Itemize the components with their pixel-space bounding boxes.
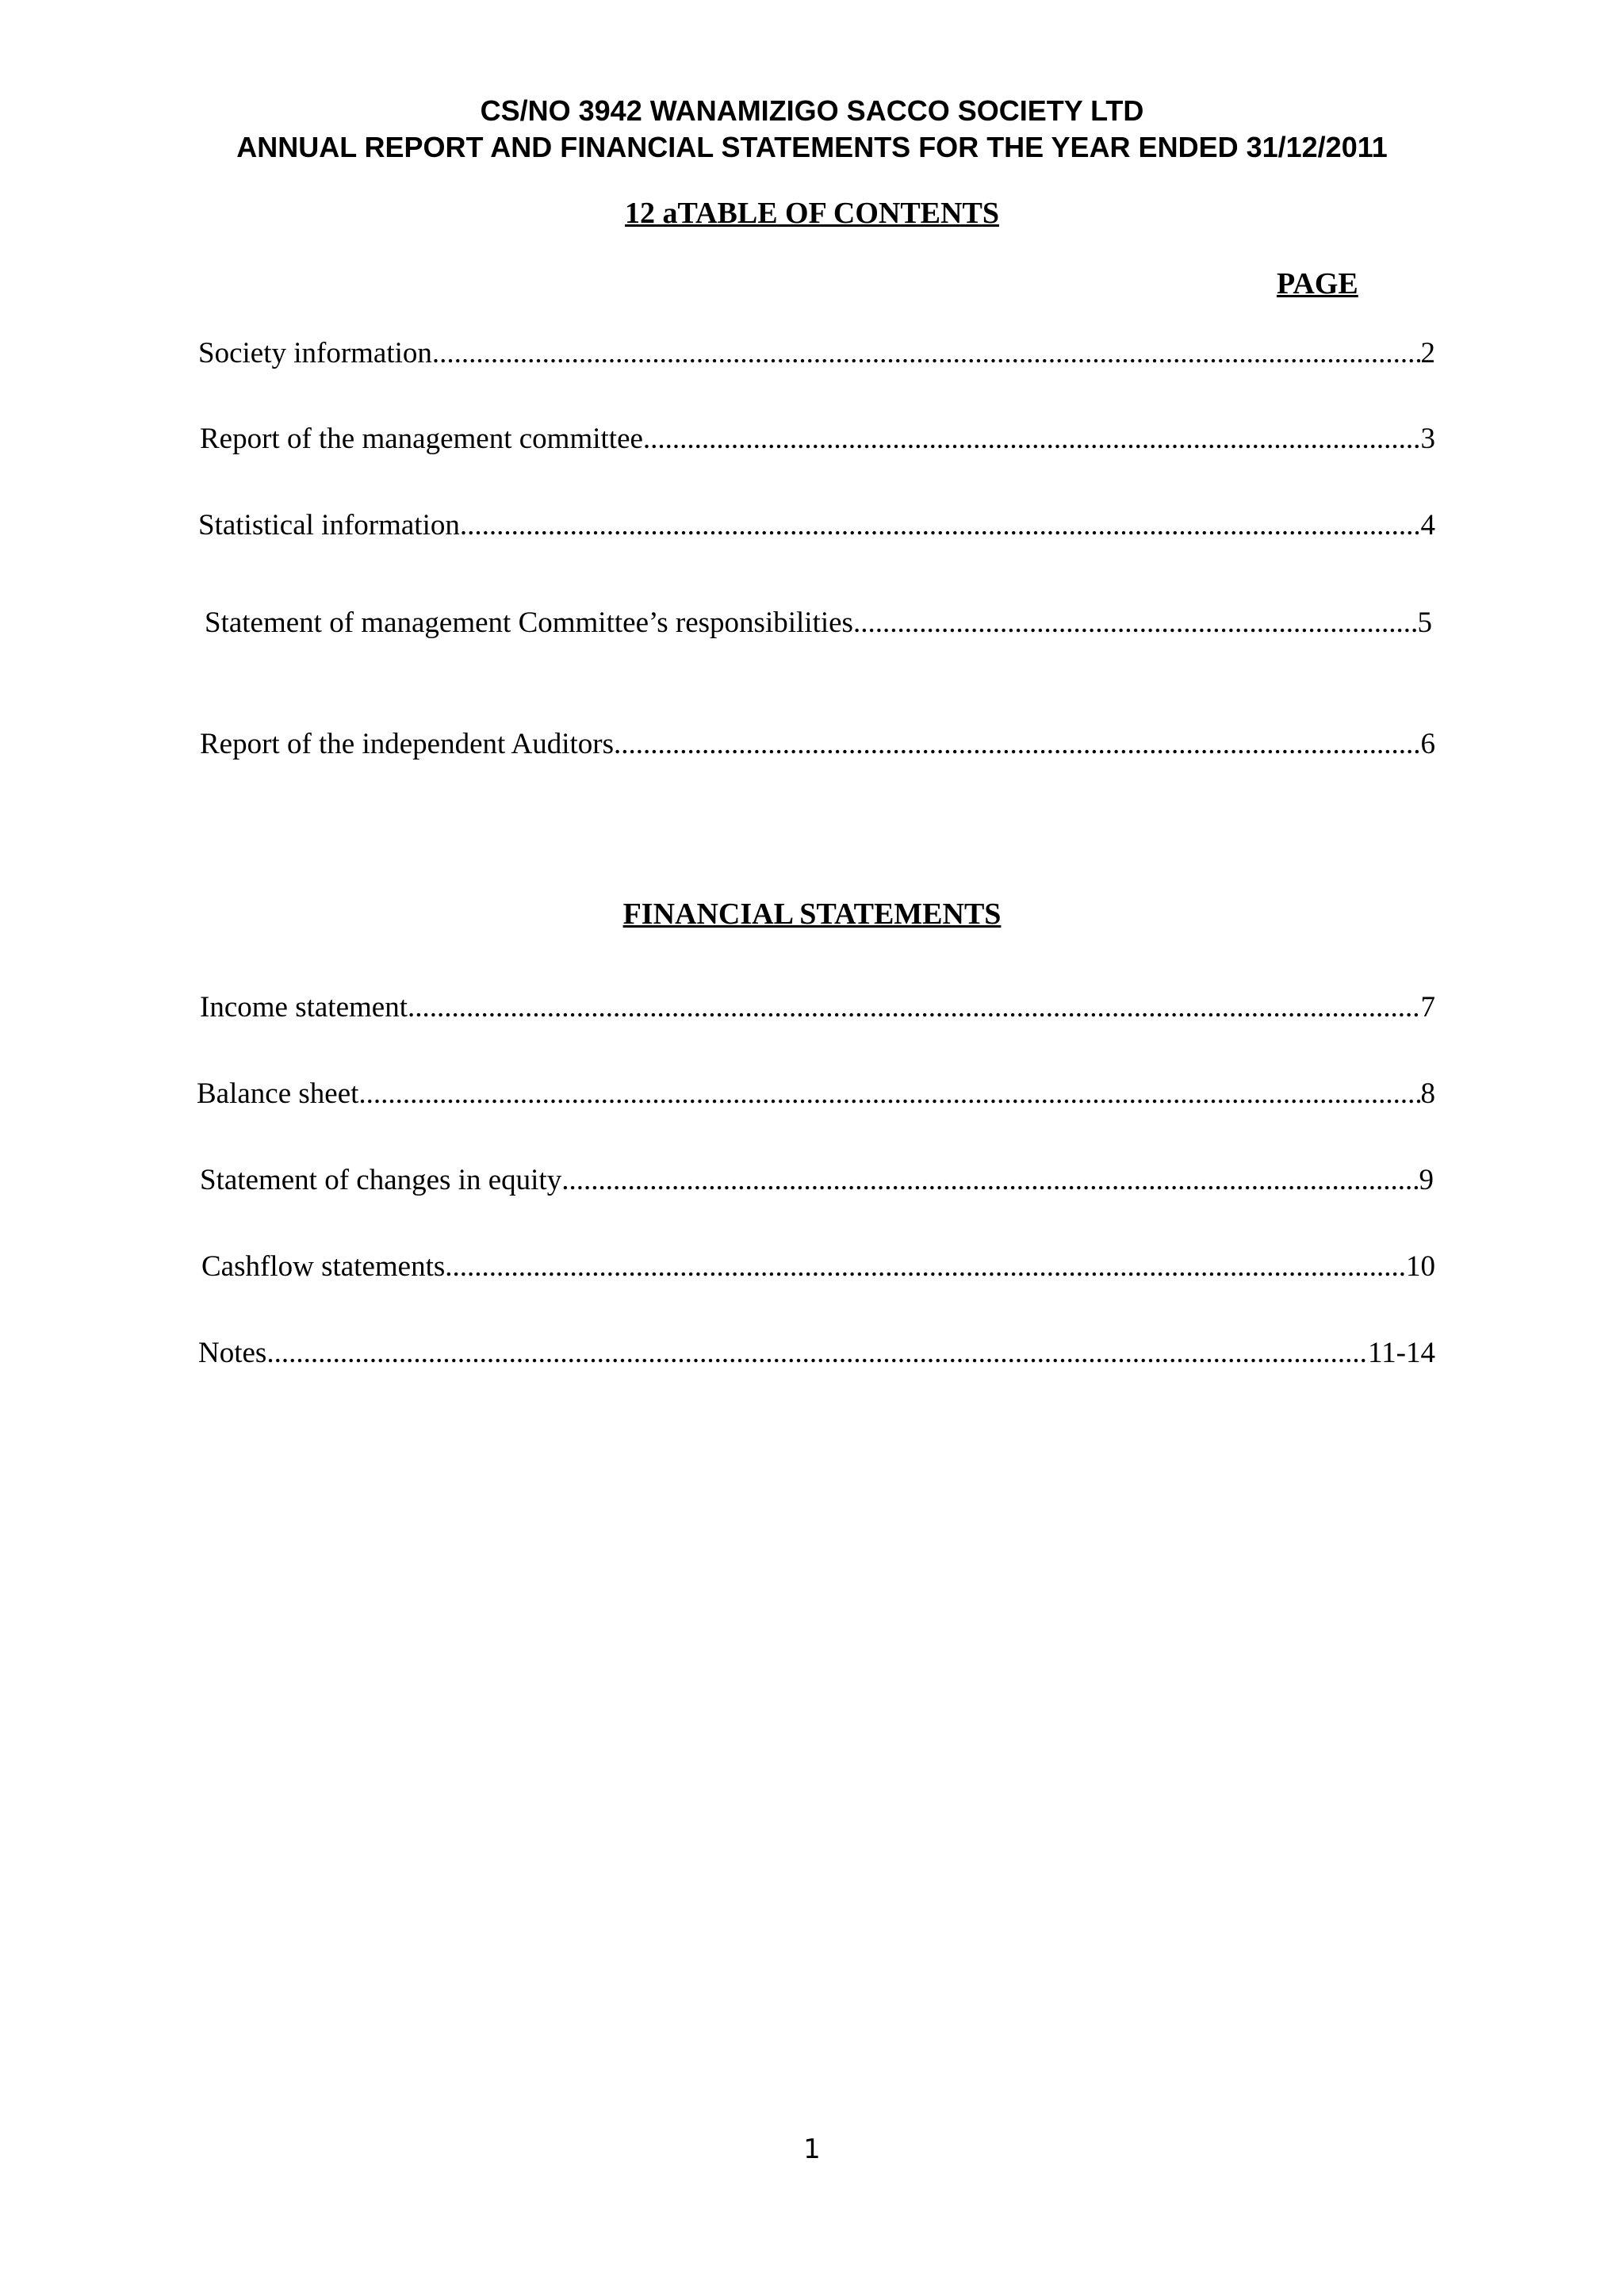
toc-entry-label: Society information — [198, 337, 432, 369]
dot-leader — [614, 726, 1420, 763]
toc-entry-page: 4 — [1420, 509, 1435, 541]
toc-entry-label: Report of the management committee — [200, 423, 643, 455]
dot-leader — [643, 421, 1421, 457]
toc-entry — [201, 1249, 1435, 1285]
page-column-label: PAGE — [1277, 267, 1358, 300]
toc-entry — [200, 421, 1435, 457]
toc-entry-label: Statement of changes in equity — [200, 1164, 562, 1196]
toc-entry-label: Notes — [198, 1337, 267, 1369]
toc-entry-page: 9 — [1419, 1164, 1434, 1196]
toc-entry-page: 11-14 — [1368, 1337, 1435, 1369]
financial-statements-title: FINANCIAL STATEMENTS — [622, 897, 1002, 931]
toc-entry-page: 7 — [1420, 991, 1435, 1024]
page-number: 1 — [803, 2133, 821, 2165]
dot-leader — [408, 989, 1421, 1026]
toc-entry-label: Cashflow statements — [201, 1250, 446, 1283]
toc-entry — [205, 605, 1432, 641]
toc-entry-label: Balance sheet — [197, 1077, 359, 1110]
dot-leader — [432, 335, 1421, 372]
dot-leader — [853, 605, 1418, 641]
toc-entry — [197, 1076, 1435, 1112]
document-header-line1: CS/NO 3942 WANAMIZIGO SACCO SOCIETY LTD — [480, 94, 1144, 127]
toc-entry — [198, 507, 1435, 544]
dot-leader — [460, 507, 1421, 544]
toc-entry-page: 8 — [1420, 1077, 1435, 1110]
toc-entry-label: Statistical information — [198, 509, 460, 541]
dot-leader — [358, 1076, 1420, 1112]
toc-entry-label: Income statement — [200, 991, 408, 1024]
toc-entry — [200, 989, 1435, 1026]
dot-leader — [445, 1249, 1406, 1285]
toc-entry — [200, 1162, 1434, 1199]
toc-entry — [198, 335, 1435, 372]
toc-entry-label: Statement of management Committee’s responsibilities — [205, 607, 853, 639]
toc-entry — [198, 1335, 1435, 1372]
dot-leader — [266, 1335, 1368, 1372]
toc-entry-label: Report of the independent Auditors — [200, 728, 615, 760]
dot-leader — [561, 1162, 1419, 1199]
toc-entry-page: 10 — [1406, 1250, 1435, 1283]
document-header-line2: ANNUAL REPORT AND FINANCIAL STATEMENTS FOR THE YEAR ENDED 31/12/2011 — [236, 131, 1388, 163]
toc-entry — [200, 726, 1435, 763]
toc-entry-page: 3 — [1420, 423, 1435, 455]
toc-title: 12 aTABLE OF CONTENTS — [625, 197, 999, 230]
toc-entry-page: 5 — [1417, 607, 1432, 639]
toc-entry-page: 2 — [1420, 337, 1435, 369]
toc-entry-page: 6 — [1420, 728, 1435, 760]
